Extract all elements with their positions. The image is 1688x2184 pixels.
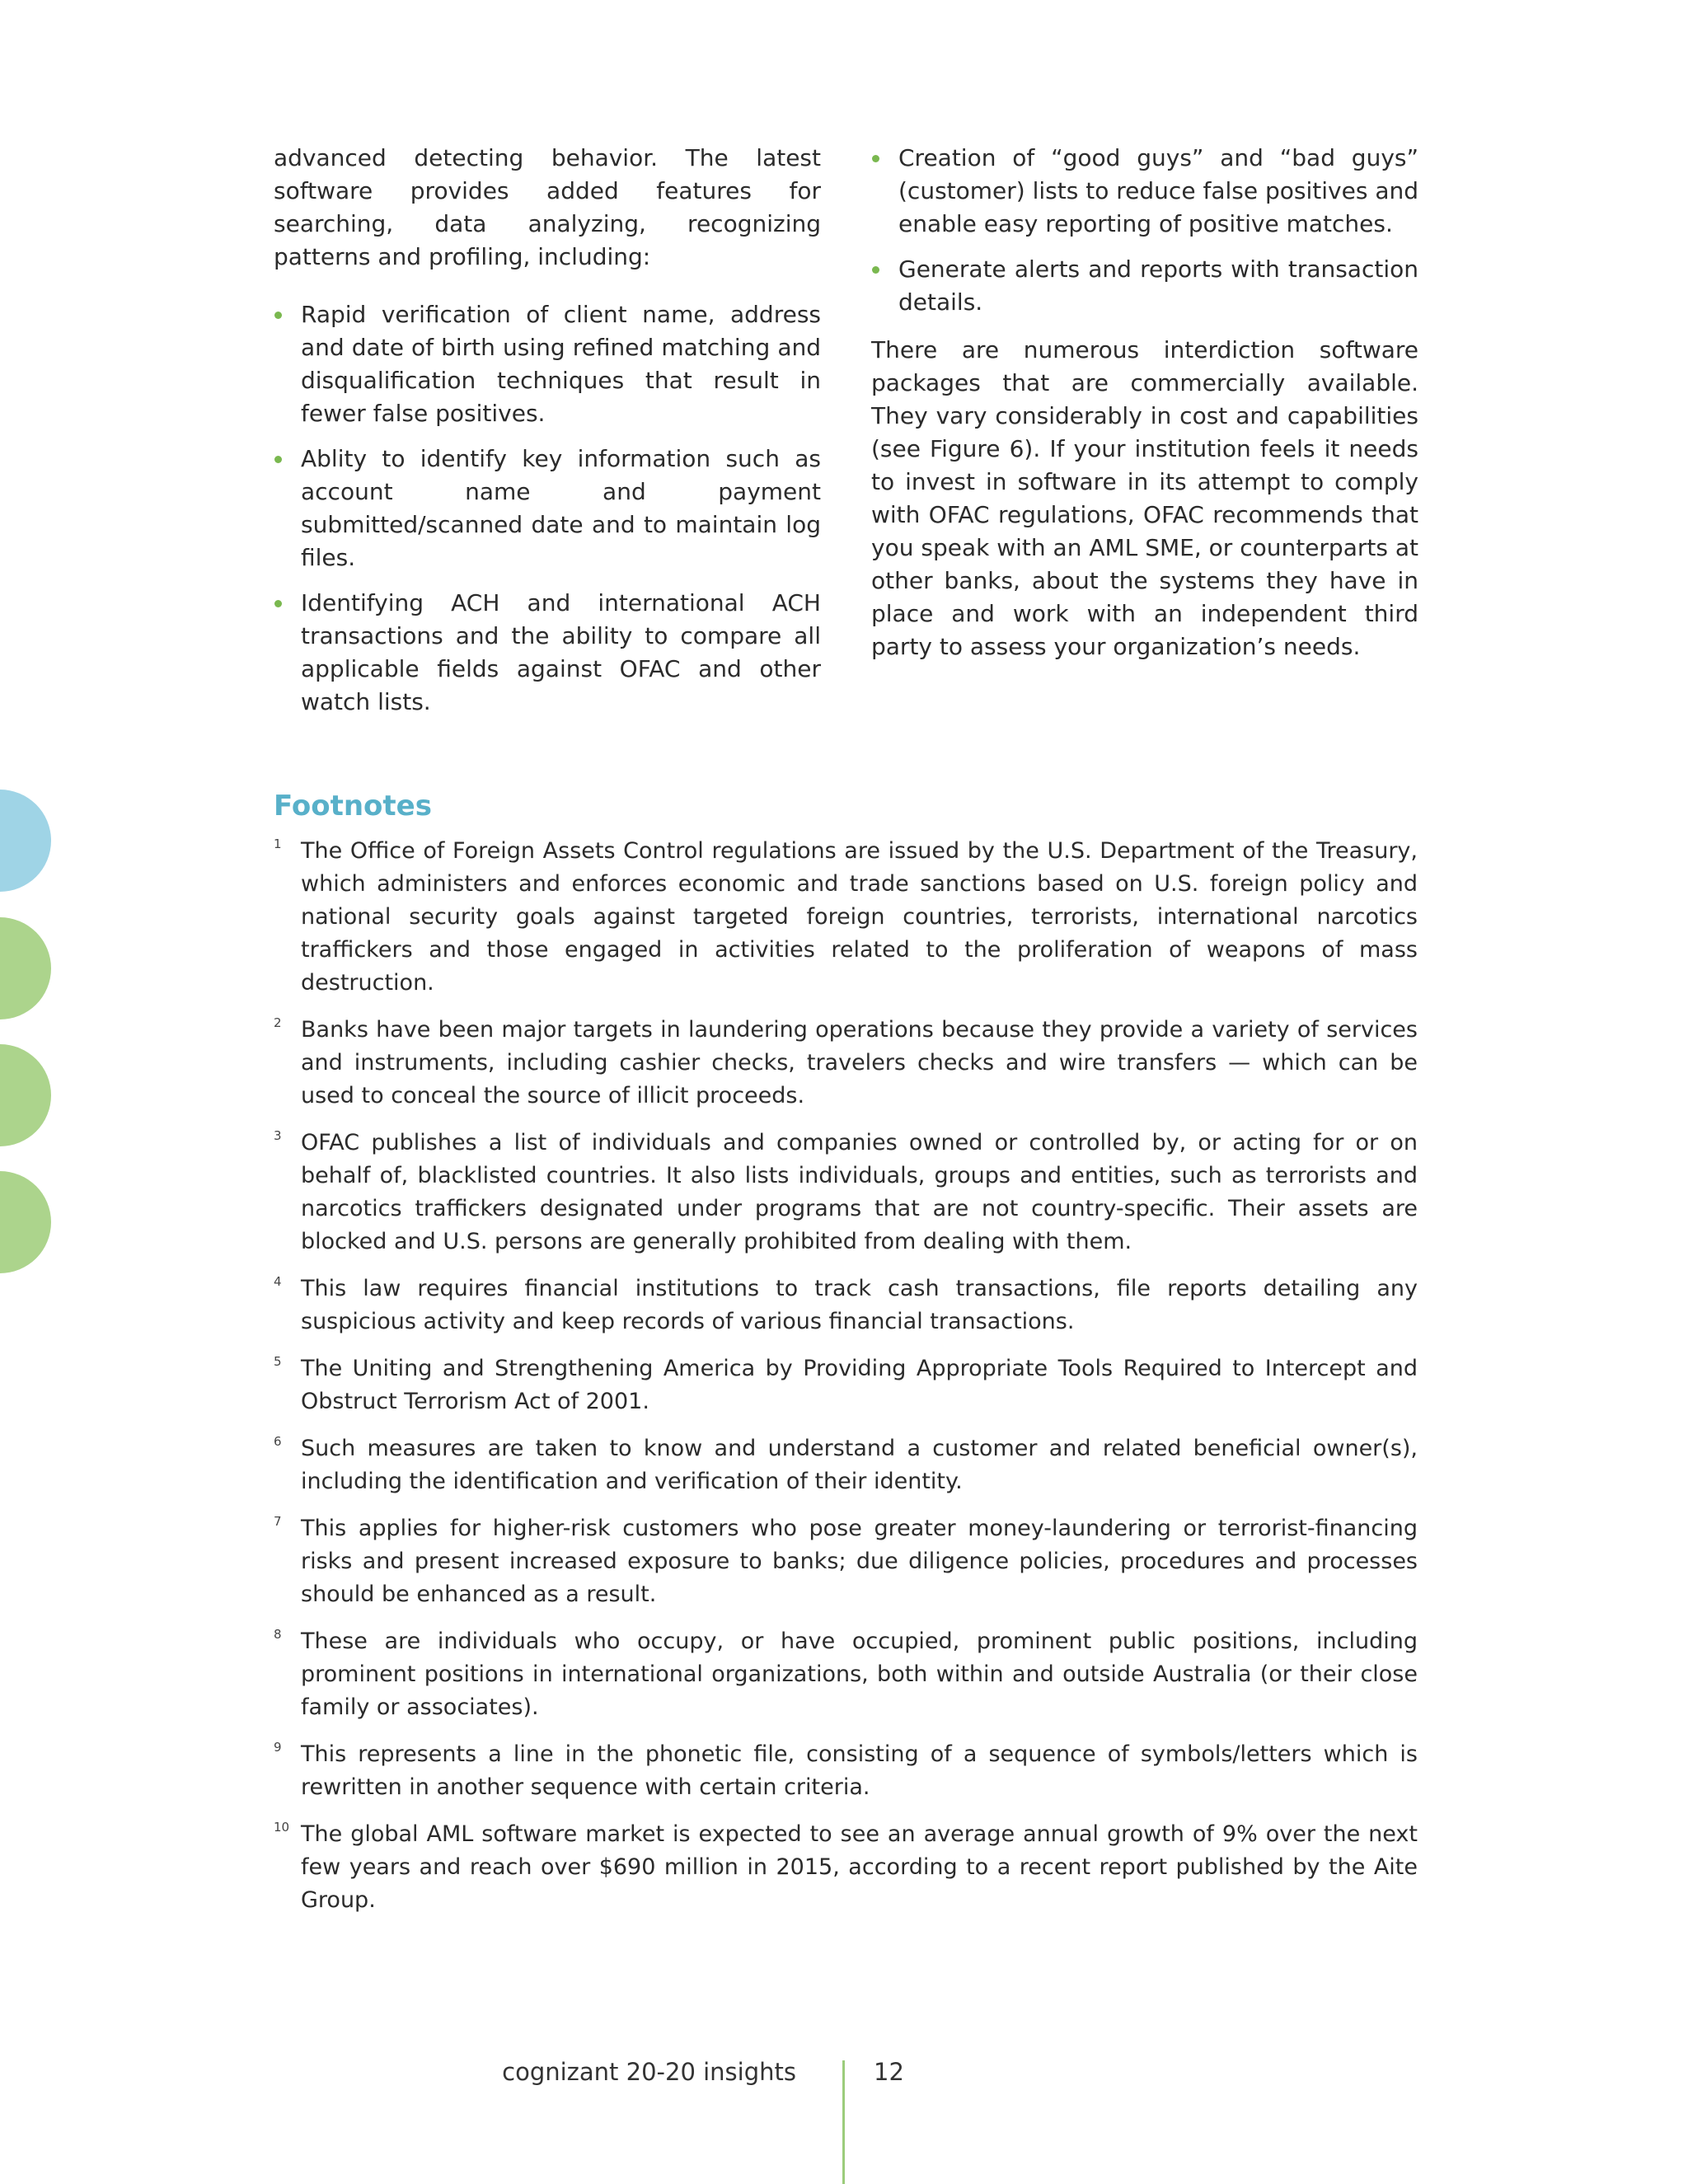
footnote-item [274, 1352, 1418, 1418]
decorative-circle-blue [0, 790, 51, 892]
footnote-item [274, 1625, 1418, 1724]
bullet-dot-icon [872, 155, 879, 162]
footnotes-heading: Footnotes [274, 790, 432, 823]
footnote-text: The global AML software market is expected to see an average annual growth of 9% over the next few years and reach over $690 million in 2015, according to a recent report published by the Aite Group. [301, 1821, 1418, 1913]
list-item [871, 253, 1418, 319]
footer-brand: cognizant 20-20 insights [502, 2058, 796, 2086]
footnote-text: The Office of Foreign Assets Control regulations are issued by the U.S. Department of the Treasury, which administers and enforces economic and trade sanctions based on U.S. foreign policy and national security goals against targeted foreign countries, terrorists, international narcotics traffickers and those engaged in activities related to the proliferation of weapons of mass destruction. [301, 838, 1418, 996]
feature-list [871, 142, 1418, 319]
decorative-circle-green [0, 1171, 51, 1273]
footnote-list [274, 835, 1418, 1917]
list-item [871, 142, 1418, 241]
footnote-text: The Uniting and Strengthening America by Providing Appropriate Tools Required to Intercept and Obstruct Terrorism Act of 2001. [301, 1356, 1418, 1414]
footnote-text: These are individuals who occupy, or have occupied, prominent public positions, including prominent positions in international organizations, both within and outside Australia (or their close family or associates). [301, 1629, 1418, 1720]
list-item-text: Generate alerts and reports with transaction details. [898, 255, 1418, 316]
decorative-circle-green [0, 1044, 51, 1146]
footnote-item [274, 1512, 1418, 1611]
list-item-text: Ablity to identify key information such as account name and payment submitted/scanned date and to maintain log files. [301, 445, 821, 571]
footnote-number: 9 [274, 1740, 282, 1755]
footnote-number: 8 [274, 1627, 282, 1642]
footnote-text: Banks have been major targets in laundering operations because they provide a variety of services and instruments, including cashier checks, travelers checks and wire transfers — which can be used to conceal the source of illicit proceeds. [301, 1017, 1418, 1108]
list-item-text: Identifying ACH and international ACH transactions and the ability to compare all applicable fields against OFAC and other watch lists. [301, 589, 821, 715]
bullet-dot-icon [872, 266, 879, 274]
footnote-number: 10 [274, 1820, 290, 1835]
footnote-item [274, 1432, 1418, 1498]
footnote-item [274, 1738, 1418, 1804]
footnote-number: 1 [274, 837, 282, 851]
footnote-item [274, 1127, 1418, 1258]
footnote-text: This law requires financial institutions to track cash transactions, file reports detailing any suspicious activity and keep records of various financial transactions. [301, 1276, 1418, 1334]
footnote-number: 4 [274, 1274, 282, 1289]
list-item [274, 298, 821, 430]
bullet-dot-icon [274, 312, 282, 319]
body-paragraph: There are numerous interdiction software packages that are commercially available. They vary considerably in cost and capabilities (see Figure 6). If your institution feels it needs to invest in software in its attempt to comply with OFAC regulations, OFAC recommends that you speak with an AML SME, or counterparts at other banks, about the systems they have in place and work with an independent third party to assess your organization’s needs. [871, 336, 1418, 660]
bullet-dot-icon [274, 600, 282, 607]
right-column [871, 142, 1418, 688]
left-column [274, 142, 821, 733]
decorative-circle-green [0, 917, 51, 1019]
list-item [274, 587, 821, 719]
footnote-text: OFAC publishes a list of individuals and companies owned or controlled by, or acting for or on behalf of, blacklisted countries. It also lists individuals, groups and entities, such as terrorists and narcotics traffickers designated under programs that are not country-specific. Their assets are blocked and U.S. persons are generally prohibited from dealing with them. [301, 1130, 1418, 1254]
list-item-text: Rapid verification of client name, address and date of birth using refined matching and disqualification techniques that result in fewer false positives. [301, 301, 821, 427]
footnote-number: 2 [274, 1015, 282, 1030]
bullet-dot-icon [274, 456, 282, 463]
footnote-text: Such measures are taken to know and understand a customer and related beneficial owner(s), including the identification and verification of their identity. [301, 1436, 1418, 1494]
list-item-text: Creation of “good guys” and “bad guys” (customer) lists to reduce false positives and enable easy reporting of positive matches. [898, 144, 1418, 237]
footnote-number: 6 [274, 1434, 282, 1449]
footer-divider [842, 2060, 845, 2184]
footnote-number: 5 [274, 1354, 282, 1369]
footnotes-section [274, 787, 1418, 1931]
feature-list [274, 298, 821, 719]
page-number: 12 [874, 2058, 904, 2086]
footnote-item [274, 835, 1418, 1000]
footnote-item [274, 1014, 1418, 1113]
footnote-item [274, 1272, 1418, 1338]
footnote-number: 7 [274, 1514, 282, 1529]
list-item [274, 443, 821, 574]
footnote-text: This represents a line in the phonetic file, consisting of a sequence of symbols/letters which is rewritten in another sequence with certain criteria. [301, 1741, 1418, 1800]
footnote-number: 3 [274, 1128, 282, 1143]
footnote-item [274, 1818, 1418, 1917]
footnote-text: This applies for higher-risk customers who pose greater money-laundering or terrorist-financing risks and present increased exposure to banks; due diligence policies, procedures and processes should be enhanced as a result. [301, 1516, 1418, 1607]
intro-paragraph: advanced detecting behavior. The latest software provides added features for searching, data analyzing, recognizing patterns and profiling, including: [274, 144, 821, 270]
